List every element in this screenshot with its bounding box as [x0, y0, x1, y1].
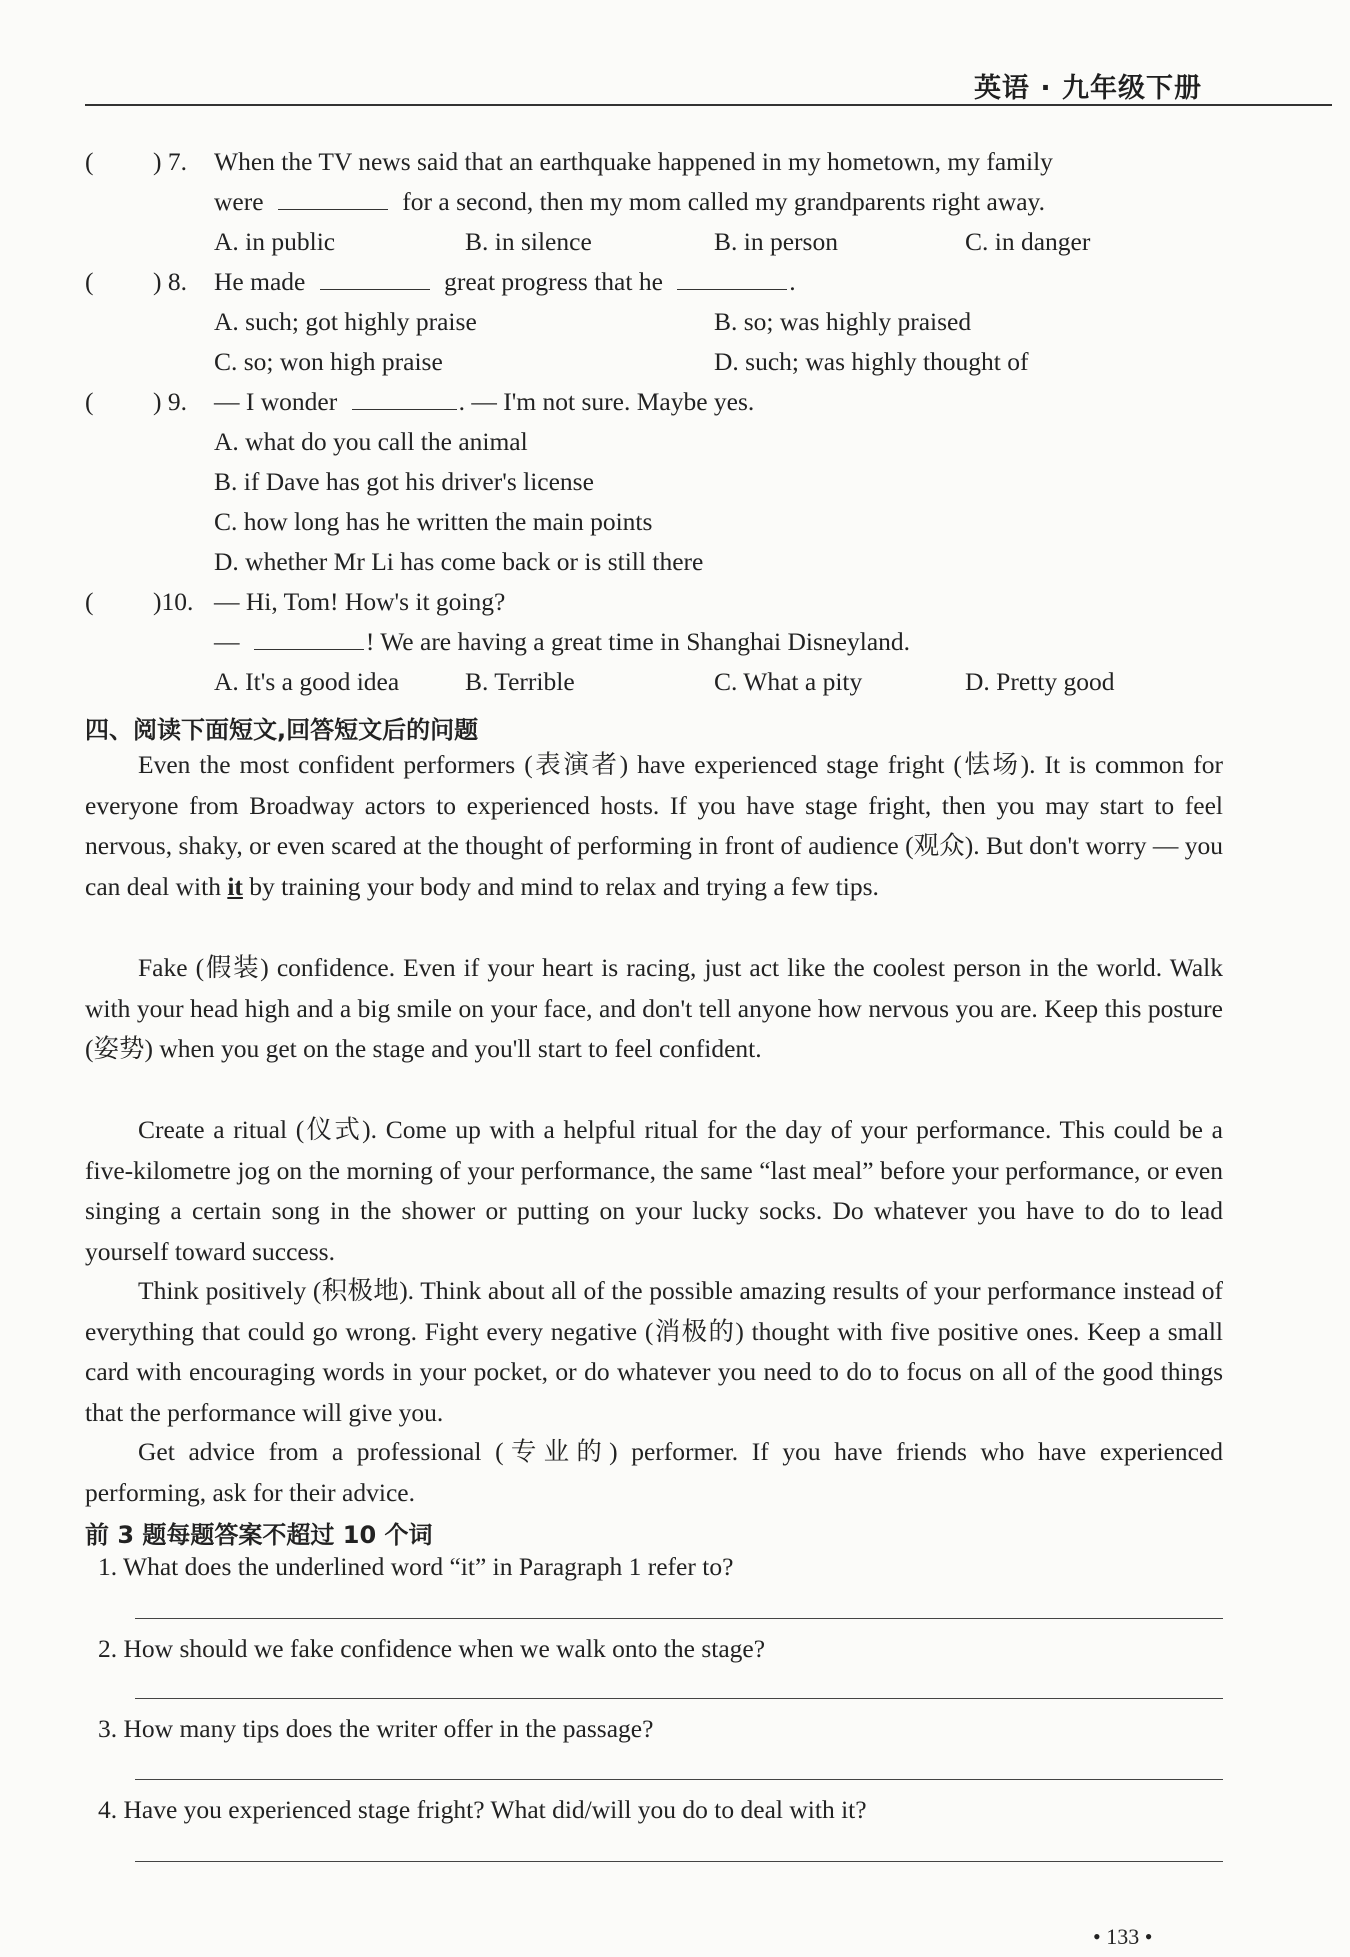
- reading-question-1: 1. What does the underlined word “it” in Paragraph 1 refer to?: [98, 1552, 734, 1581]
- question-10-stem: — Hi, Tom! How's it going?: [214, 587, 506, 616]
- answer-blank[interactable]: [254, 627, 364, 650]
- question-10-stem-line2: — ! We are having a great time in Shanghai Disneyland.: [214, 627, 911, 656]
- option-7a: A. in public: [214, 227, 336, 256]
- reading-question-4: 4. Have you experienced stage fright? What did/will you do to deal with it?: [98, 1795, 867, 1824]
- underlined-word-it: it: [227, 871, 243, 901]
- answer-paren-7: (: [85, 147, 94, 176]
- option-7c: B. in person: [714, 227, 838, 256]
- answer-paren-8: (: [85, 267, 94, 296]
- question-9-number: ) 9.: [153, 387, 187, 416]
- answer-line-4[interactable]: [135, 1861, 1223, 1862]
- answer-paren-10: (: [85, 587, 94, 616]
- answer-paren-9: (: [85, 387, 94, 416]
- option-10d: D. Pretty good: [965, 667, 1115, 696]
- header-rule: [85, 104, 1332, 106]
- answer-blank[interactable]: [320, 267, 430, 290]
- option-7d: C. in danger: [965, 227, 1091, 256]
- option-9d: D. whether Mr Li has come back or is still there: [214, 547, 704, 576]
- question-7-stem: When the TV news said that an earthquake happened in my hometown, my family: [214, 147, 1053, 176]
- passage-paragraph-5: Get advice from a professional (专业的) performer. If you have friends who have experienced performing, ask for their advice.: [85, 1437, 1223, 1507]
- answer-line-3[interactable]: [135, 1779, 1223, 1780]
- option-9c: C. how long has he written the main points: [214, 507, 653, 536]
- answer-line-2[interactable]: [135, 1698, 1223, 1699]
- option-8d: D. such; was highly thought of: [714, 347, 1029, 376]
- section-4-heading: 四、阅读下面短文,回答短文后的问题: [85, 716, 479, 744]
- reading-question-3: 3. How many tips does the writer offer in the passage?: [98, 1714, 654, 1743]
- question-7-stem-line2: were for a second, then my mom called my grandparents right away.: [214, 187, 1046, 216]
- question-10-number: )10.: [153, 587, 194, 616]
- question-8-stem: He made great progress that he .: [214, 267, 796, 296]
- question-7-number: ) 7.: [153, 147, 187, 176]
- option-10c: C. What a pity: [714, 667, 863, 696]
- option-10b: B. Terrible: [465, 667, 575, 696]
- passage-paragraph-1: Even the most confident performers (表演者) have experienced stage fright (怯场). It is common for everyone from Broadway actors to experienced hosts. If you have stage fright, then you may start to feel nervous, shaky, or even scared at the thought of performing in front of audience (观众). But don't worry — you can deal with it by training your body and mind to relax and trying a few tips.: [85, 750, 1223, 901]
- option-10a: A. It's a good idea: [214, 667, 400, 696]
- answer-blank[interactable]: [677, 267, 787, 290]
- question-8-number: ) 8.: [153, 267, 187, 296]
- option-8a: A. such; got highly praise: [214, 307, 477, 336]
- option-8c: C. so; won high praise: [214, 347, 443, 376]
- passage-paragraph-3: Create a ritual (仪式). Come up with a helpful ritual for the day of your performance. This could be a five-kilometre jog on the morning of your performance, the same “last meal” before your performance, or even singing a certain song in the shower or putting on your lucky socks. Do whatever you have to do to lead yourself toward success.: [85, 1115, 1223, 1266]
- answer-blank[interactable]: [278, 187, 388, 210]
- option-8b: B. so; was highly praised: [714, 307, 972, 336]
- passage-paragraph-2: Fake (假装) confidence. Even if your heart is racing, just act like the coolest person in the world. Walk with your head high and a big smile on your face, and don't tell anyone how nervous you are. Keep this posture (姿势) when you get on the stage and you'll start to feel confident.: [85, 953, 1223, 1063]
- option-9a: A. what do you call the animal: [214, 427, 528, 456]
- option-7b: B. in silence: [465, 227, 592, 256]
- question-9-stem: — I wonder . — I'm not sure. Maybe yes.: [214, 387, 755, 416]
- option-9b: B. if Dave has got his driver's license: [214, 467, 594, 496]
- answer-blank[interactable]: [352, 387, 457, 410]
- passage-paragraph-4: Think positively (积极地). Think about all of the possible amazing results of your performance instead of everything that could go wrong. Fight every negative (消极的) thought with five positive ones. Keep a small card with encouraging words in your pocket, or do whatever you need to do to focus on all of the good things that the performance will give you.: [85, 1276, 1223, 1427]
- page-number: • 133 •: [1093, 1924, 1153, 1949]
- answer-line-1[interactable]: [135, 1618, 1223, 1619]
- page-header-title: 英语 · 九年级下册: [973, 73, 1202, 104]
- reading-question-2: 2. How should we fake confidence when we walk onto the stage?: [98, 1634, 766, 1663]
- questions-instruction: 前 3 题每题答案不超过 10 个词: [85, 1521, 433, 1549]
